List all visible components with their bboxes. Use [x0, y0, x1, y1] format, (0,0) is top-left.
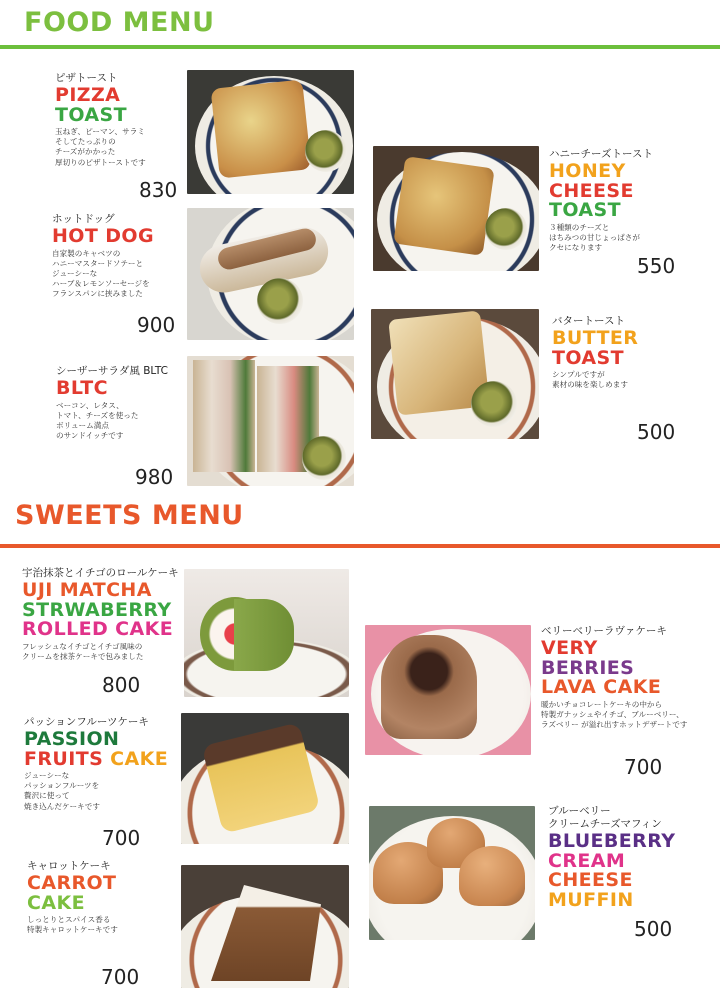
item-name-line: PIZZA — [55, 84, 121, 106]
blueberry-muffin-photo — [369, 806, 535, 940]
bltc-photo — [187, 356, 354, 486]
honey-cheese-toast-photo — [373, 146, 539, 271]
item-price: 700 — [624, 755, 663, 779]
item-name-line: PASSION — [24, 728, 120, 750]
item-price: 500 — [634, 917, 673, 941]
lava-cake-photo — [365, 625, 531, 755]
item-name-line: BLTC — [56, 377, 108, 399]
item-jp-name: バタートースト — [552, 315, 625, 327]
passion-fruits-cake-photo — [181, 713, 349, 844]
item-description: 自家製のキャベツの ハニーマスタードソテーと ジューシーな ハーブ＆レモンソーセージを フランスパンに挟みました — [52, 248, 150, 299]
item-description: ジューシーな パッションフルーツを 贅沢に使って 焼き込んだケーキです — [24, 771, 100, 811]
item-name-line: BLUEBERRY — [548, 830, 676, 852]
item-jp-name: ブルーベリー クリームチーズマフィン — [548, 805, 662, 830]
item-name-line: TOAST — [552, 346, 624, 369]
menu-item-honey-cheese-toast — [549, 148, 653, 253]
menu-item-blueberry-muffin — [548, 805, 675, 910]
item-name-line: CARROT — [27, 872, 117, 894]
menu-item-lava-cake — [541, 625, 687, 730]
item-name — [52, 227, 154, 247]
sweets-menu-title: SWEETS MENU — [15, 500, 244, 531]
item-description: ３種類のチーズと はちみつの甘じょっぱさが クセになります — [549, 222, 640, 252]
item-name — [22, 581, 179, 640]
carrot-cake-photo — [181, 865, 349, 988]
sweets-menu-rule — [0, 544, 720, 548]
item-name-line: VERY — [541, 637, 598, 659]
item-name-line: LAVA CAKE — [541, 676, 662, 698]
item-price: 980 — [135, 465, 174, 489]
item-name-line: BUTTER — [552, 327, 639, 349]
item-name-line: STRWABERRY — [22, 598, 172, 621]
food-menu-rule — [0, 45, 720, 49]
item-name — [56, 379, 168, 399]
item-jp-name: シーザーサラダ風 BLTC — [56, 365, 168, 377]
roll-cake-photo — [184, 569, 349, 697]
item-description: 玉ねぎ、ピーマン、サラミ そしてたっぷりの チーズがかかった 厚切りのピザトーストです — [55, 127, 146, 167]
item-name-line: HOT DOG — [52, 225, 154, 247]
item-name — [548, 832, 675, 910]
menu-item-roll-cake — [22, 567, 179, 662]
item-name-line: FRUITS CAKE — [24, 747, 169, 770]
item-jp-name: ベリーベリーラヴァケーキ — [541, 625, 667, 637]
menu-item-bltc — [56, 365, 168, 441]
item-description: しっとりとスパイス香る 特製キャロットケーキです — [27, 915, 118, 935]
item-name-line: UJI MATCHA — [22, 579, 152, 601]
item-jp-name: パッションフルーツケーキ — [24, 716, 149, 728]
item-price: 500 — [637, 420, 676, 444]
menu-item-butter-toast — [552, 315, 638, 390]
item-price: 550 — [637, 254, 676, 278]
item-name-line: CHEESE — [549, 179, 634, 202]
item-name-line: CREAM — [548, 849, 626, 872]
item-price: 700 — [102, 826, 141, 850]
butter-toast-photo — [371, 309, 539, 439]
hot-dog-photo — [187, 208, 354, 340]
item-description: 暖かいチョコレートケーキの中から 特製ガナッシュやイチゴ、ブルーベリー、 ラズベリー が溢れ出すホットデザートです — [541, 699, 688, 729]
item-price: 800 — [102, 673, 141, 697]
menu-item-pizza-toast — [55, 72, 146, 168]
food-menu-title: FOOD MENU — [24, 7, 215, 38]
item-name-line: CAKE — [27, 891, 85, 914]
item-description: シンプルですが 素材の味を楽しめます — [552, 370, 628, 390]
item-name-line: ROLLED CAKE — [22, 618, 174, 640]
item-name-line: MUFFIN — [548, 888, 634, 911]
item-name — [549, 162, 653, 221]
item-description: ベーコン、レタス、 トマト、チーズを使った ボリューム満点 のサンドイッチです — [56, 400, 139, 441]
menu-item-passion-fruits-cake — [24, 716, 168, 812]
item-price: 900 — [137, 313, 176, 337]
item-jp-name: ホットドッグ — [52, 213, 115, 225]
item-description: フレッシュなイチゴとイチゴ風味の クリームを抹茶ケーキで包みました — [22, 641, 144, 661]
item-name-line: CHEESE — [548, 869, 633, 891]
item-jp-name: キャロットケーキ — [27, 860, 111, 872]
pizza-toast-photo — [187, 70, 354, 194]
item-name-line: HONEY — [549, 160, 626, 182]
item-price: 830 — [139, 178, 178, 202]
item-name-line: TOAST — [55, 103, 127, 126]
menu-item-hot-dog — [52, 213, 154, 300]
item-name — [541, 639, 687, 698]
item-name — [55, 86, 146, 125]
item-price: 700 — [101, 965, 140, 989]
item-name — [552, 329, 638, 368]
item-name — [24, 730, 168, 769]
item-jp-name: ピザトースト — [55, 72, 118, 84]
item-jp-name: ハニーチーズトースト — [549, 148, 653, 160]
item-name-line: BERRIES — [541, 656, 635, 679]
item-jp-name: 宇治抹茶とイチゴのロールケーキ — [22, 567, 179, 579]
item-name-line: TOAST — [549, 199, 621, 221]
menu-item-carrot-cake — [27, 860, 118, 935]
item-name — [27, 874, 118, 913]
